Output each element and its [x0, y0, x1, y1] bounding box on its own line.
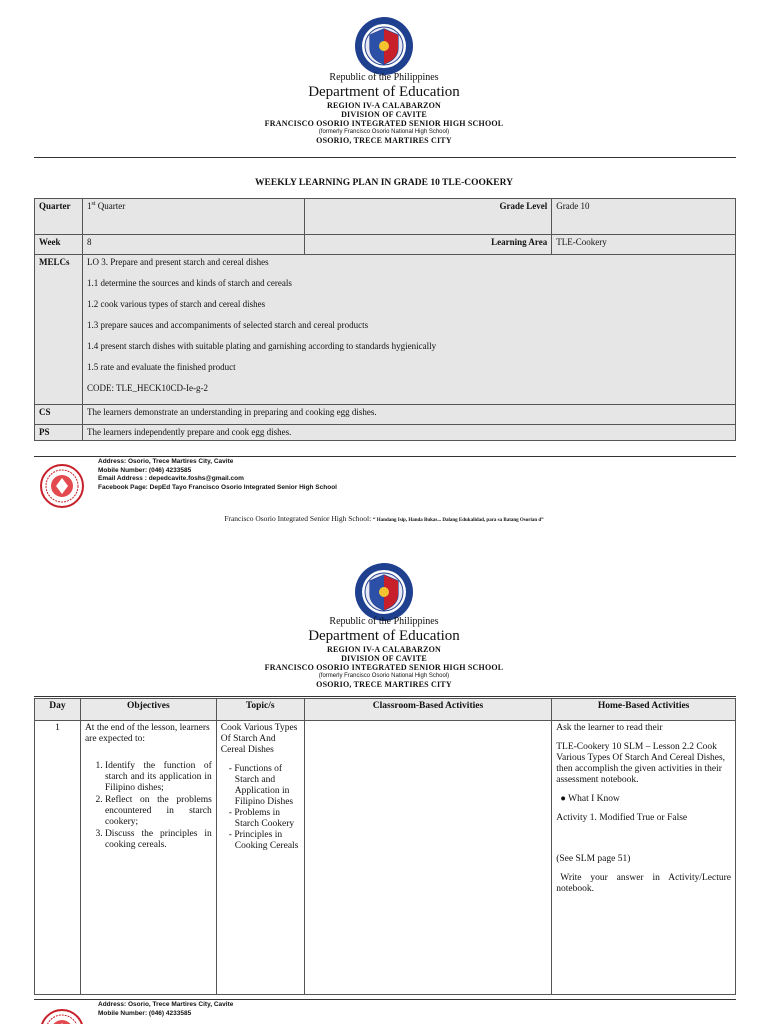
- footer: [34, 460, 736, 510]
- melcs-label: MELCs: [35, 255, 83, 405]
- letterhead: [0, 72, 768, 145]
- footer-divider: [34, 456, 736, 457]
- topic-item: - Functions of Starch and Application in Filipino Dishes: [228, 764, 294, 807]
- objective-item: 2. Reflect on the problems encountered in starch cookery;: [105, 795, 212, 828]
- classroom-cell: [304, 721, 552, 995]
- school-logo-icon: [40, 464, 84, 508]
- republic-text: Republic of the Philippines: [329, 616, 439, 627]
- plan-title: WEEKLY LEARNING PLAN IN GRADE 10 TLE-COOKERY: [255, 178, 513, 188]
- school-text: FRANCISCO OSORIO INTEGRATED SENIOR HIGH SCHOOL: [264, 119, 504, 128]
- region-text: REGION IV-A CALABARZON: [326, 101, 442, 110]
- grade-level-value: Grade 10: [552, 199, 736, 235]
- header-divider: [34, 696, 736, 697]
- melc-item: LO 3. Prepare and present starch and cereal dishes: [86, 257, 269, 267]
- ps-label: PS: [35, 425, 83, 441]
- formerly-text: (formerly Francisco Osorio National High School): [318, 129, 450, 135]
- cs-label: CS: [35, 405, 83, 425]
- learning-area-label: Learning Area: [304, 235, 552, 255]
- motto-quote: “ Handang Isip, Handa Bukas... Dalang Edukalidad, para sa Batang Osorian d”: [373, 518, 544, 523]
- motto-school: Francisco Osorio Integrated Senior High School:: [224, 514, 374, 523]
- topic-item: - Principles in Cooking Cereals: [228, 830, 299, 851]
- department-text: Department of Education: [308, 84, 460, 100]
- topics-list: [221, 764, 300, 852]
- header-home-based: Home-Based Activities: [552, 699, 736, 721]
- topic-title: Cook Various Types Of Starch And Cereal Dishes: [220, 723, 298, 755]
- footer-mobile: Mobile Number: (046) 4233585: [98, 1009, 192, 1017]
- home-line-2: TLE-Cookery 10 SLM – Lesson 2.2 Cook Various Types Of Starch And Cereal Dishes, then accomplish the given activities in their assessment notebook.: [556, 742, 726, 785]
- home-line-1: Ask the learner to read their: [556, 723, 663, 733]
- home-activity: Activity 1. Modified True or False: [556, 813, 688, 823]
- footer-email: Email Address : depedcavite.foshs@gmail.com: [98, 475, 244, 483]
- cs-value: The learners demonstrate an understanding in preparing and cooking egg dishes.: [82, 405, 735, 425]
- school-motto: [0, 514, 768, 523]
- footer-facebook: Facebook Page: DepEd Tayo Francisco Osorio Integrated Senior High School: [98, 483, 337, 491]
- footer-address: Address: Osorio, Trece Martires City, Cavite: [98, 1001, 234, 1008]
- footer-mobile: Mobile Number: (046) 4233585: [98, 466, 192, 474]
- objective-item: 3. Discuss the principles in cooking cereals.: [105, 829, 212, 851]
- melc-item: 1.1 determine the sources and kinds of starch and cereals: [86, 278, 292, 288]
- city-text: OSORIO, TRECE MARTIRES CITY: [316, 136, 452, 145]
- melc-item: 1.2 cook various types of starch and cereal dishes: [86, 299, 266, 309]
- footer-address: Address: Osorio, Trece Martires City, Cavite: [98, 458, 234, 465]
- info-table: [34, 198, 736, 441]
- home-write: Write your answer in Activity/Lecture notebook.: [556, 873, 731, 894]
- objectives-intro: At the end of the lesson, learners are expected to:: [84, 723, 210, 744]
- division-text: DIVISION OF CAVITE: [341, 654, 427, 663]
- objective-item: 1. Identify the function of starch and its application in Filipino dishes;: [105, 761, 212, 794]
- school-text: FRANCISCO OSORIO INTEGRATED SENIOR HIGH SCHOOL: [264, 663, 504, 672]
- header-objectives: Objectives: [80, 699, 216, 721]
- home-based-cell: [552, 721, 736, 995]
- formerly-text: (formerly Francisco Osorio National High School): [318, 673, 450, 679]
- footer: [34, 1001, 736, 1024]
- melc-item: 1.5 rate and evaluate the finished product: [86, 362, 236, 372]
- week-value: 8: [82, 235, 304, 255]
- ps-value: The learners independently prepare and cook egg dishes.: [82, 425, 735, 441]
- objectives-list: [105, 761, 212, 851]
- region-text: REGION IV-A CALABARZON: [326, 645, 442, 654]
- melc-item: 1.4 present starch dishes with suitable plating and garnishing according to standards hygienically: [86, 341, 437, 351]
- learning-area-value: TLE-Cookery: [552, 235, 736, 255]
- city-text: OSORIO, TRECE MARTIRES CITY: [316, 680, 452, 689]
- day-cell: 1: [35, 721, 81, 995]
- week-label: Week: [35, 235, 83, 255]
- school-logo-icon: [40, 1009, 84, 1024]
- header-classroom: Classroom-Based Activities: [304, 699, 552, 721]
- topics-cell: [216, 721, 304, 995]
- quarter-label: Quarter: [35, 199, 83, 235]
- melc-code: CODE: TLE_HECK10CD-Ie-g-2: [86, 383, 209, 393]
- header-divider: [34, 157, 736, 158]
- home-see: (See SLM page 51): [556, 854, 631, 864]
- department-text: Department of Education: [308, 628, 460, 644]
- deped-seal-icon: [354, 562, 414, 622]
- footer-divider: [34, 999, 736, 1000]
- header-day: Day: [35, 699, 81, 721]
- quarter-value: 1st Quarter: [82, 199, 304, 235]
- objectives-cell: [80, 721, 216, 995]
- melcs-list: [82, 255, 735, 405]
- grade-level-label: Grade Level: [304, 199, 552, 235]
- republic-text: Republic of the Philippines: [329, 72, 439, 83]
- home-bullet: ● What I Know: [560, 794, 620, 804]
- topic-item: - Problems in Starch Cookery: [228, 808, 295, 829]
- melc-item: 1.3 prepare sauces and accompaniments of selected starch and cereal products: [86, 320, 369, 330]
- footer-contacts: [98, 1001, 233, 1018]
- activity-table: [34, 698, 736, 995]
- division-text: DIVISION OF CAVITE: [341, 110, 427, 119]
- footer-contacts: [98, 458, 337, 492]
- header-topics: Topic/s: [216, 699, 304, 721]
- page-2: [0, 548, 768, 1024]
- deped-seal-icon: [354, 16, 414, 76]
- letterhead: [0, 616, 768, 689]
